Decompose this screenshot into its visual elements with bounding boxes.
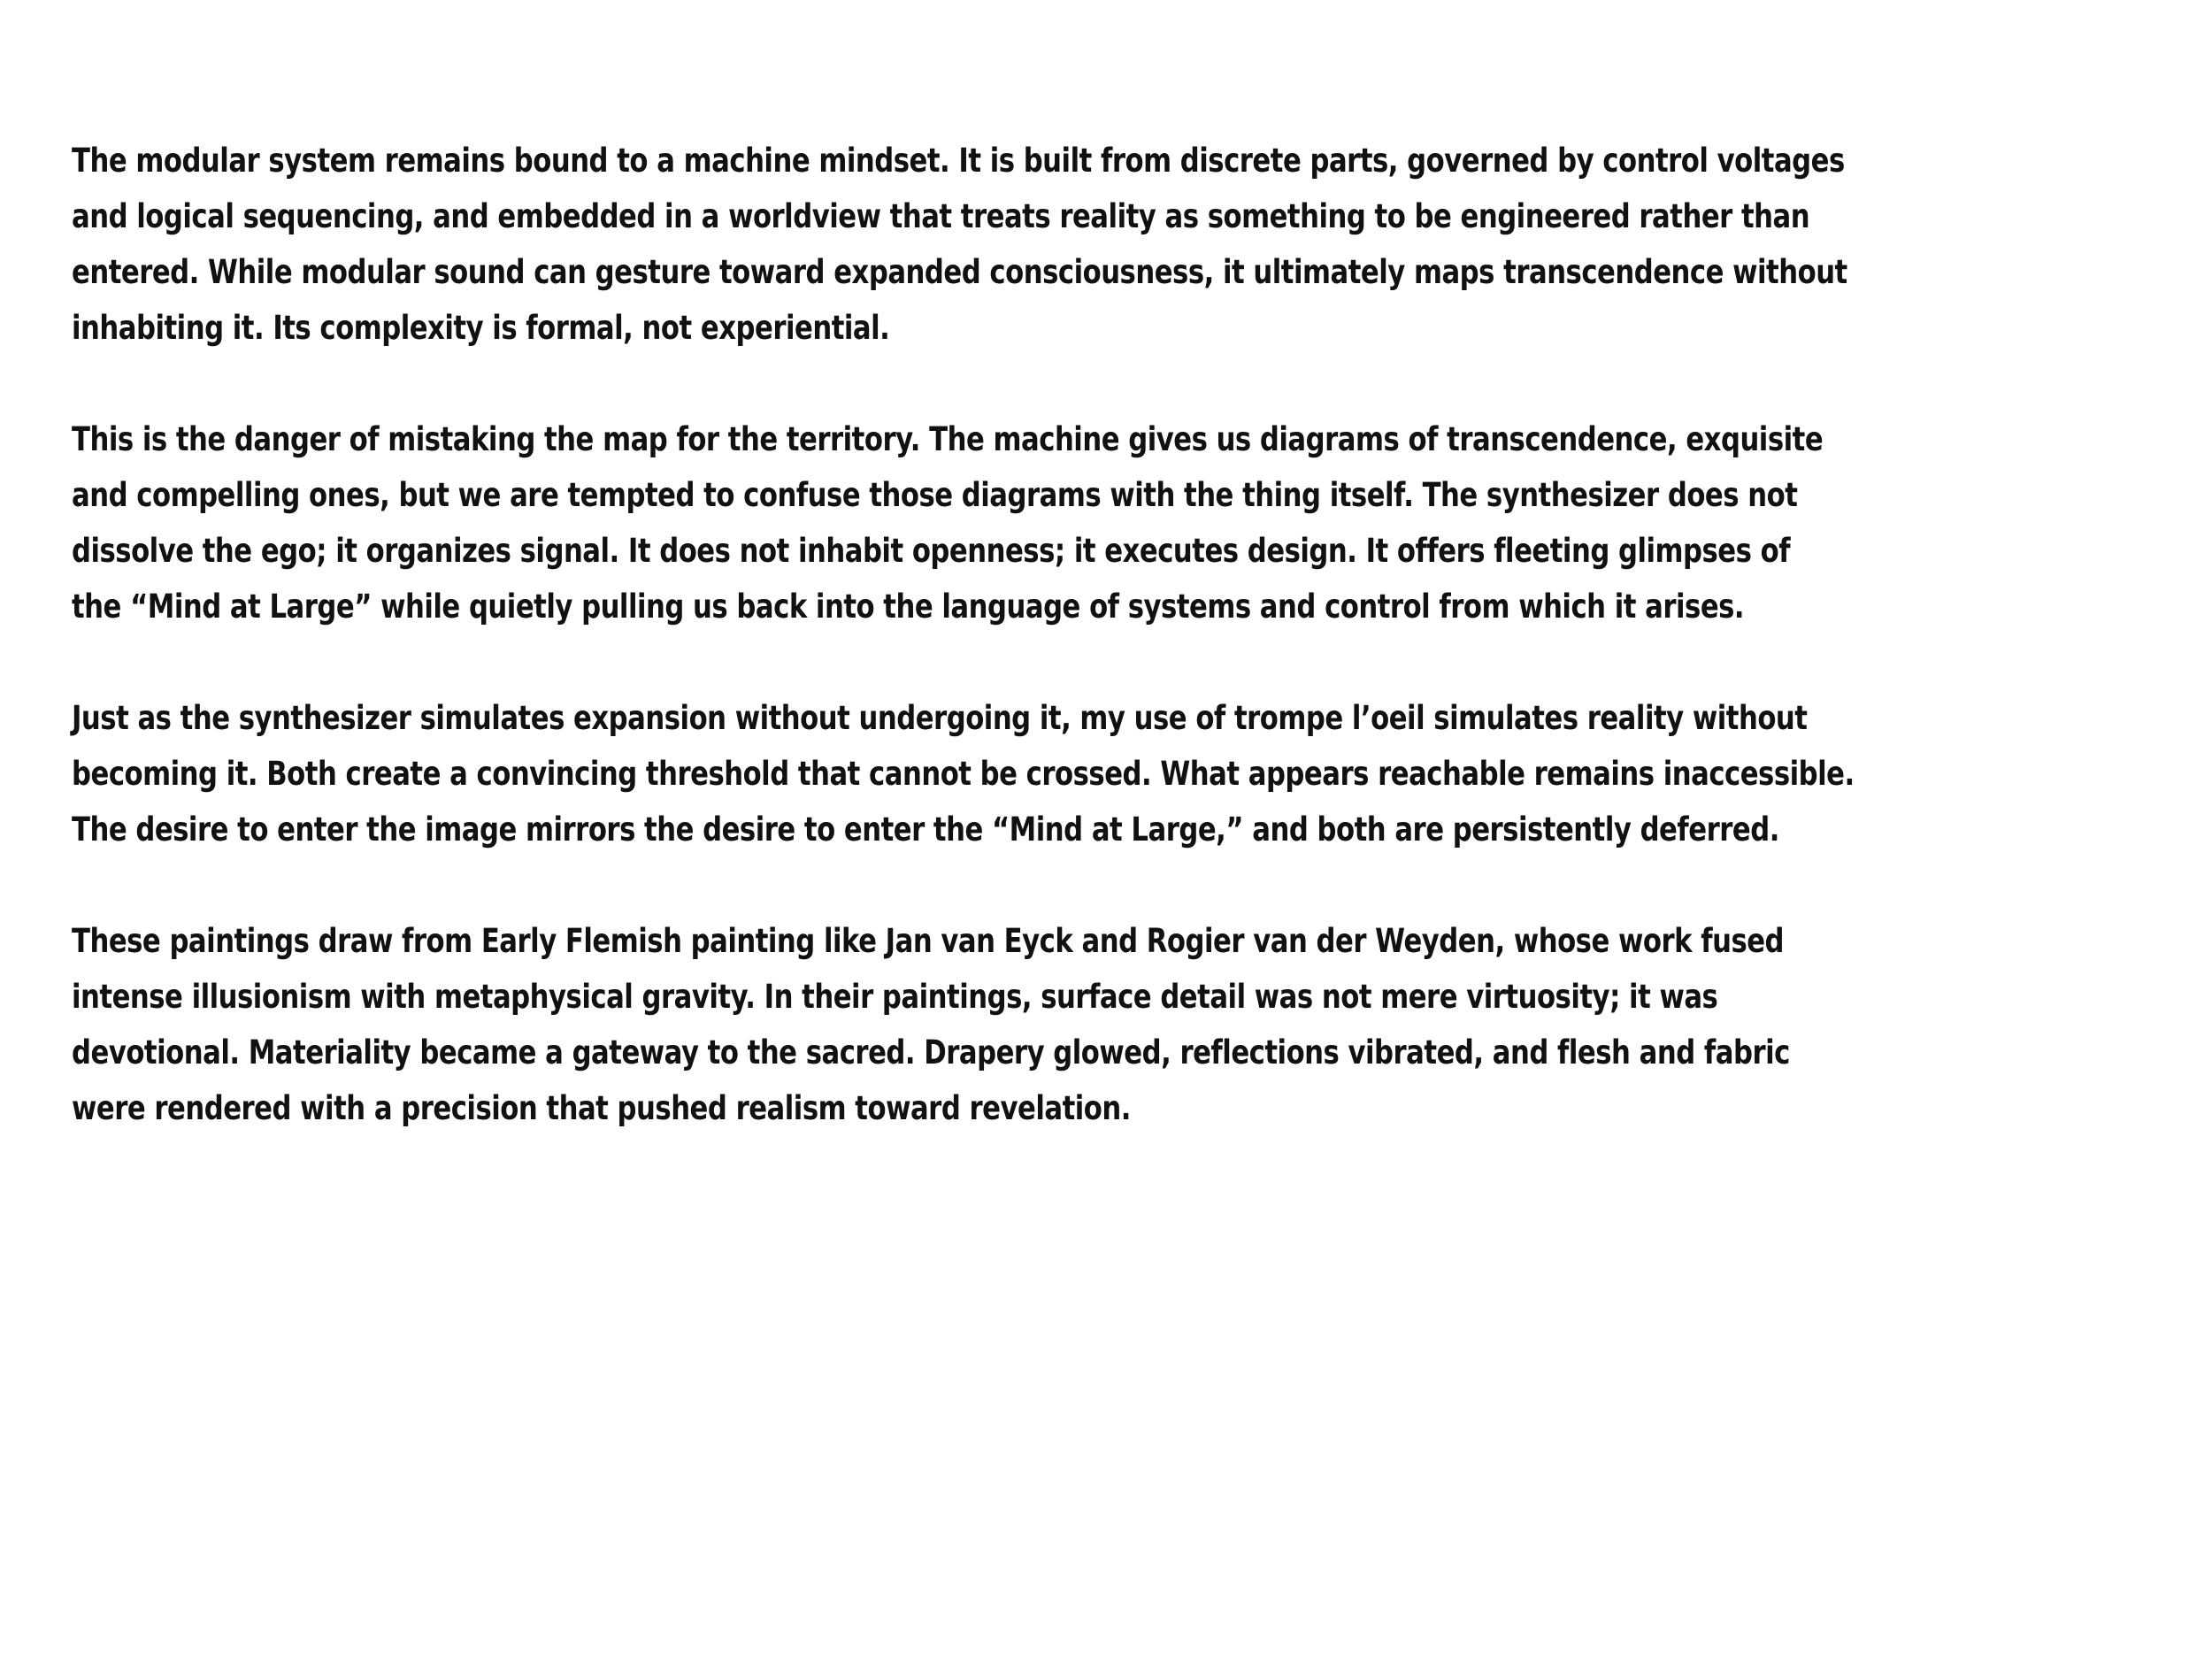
paragraph-map-territory: [72, 411, 2160, 634]
body-text: [72, 133, 2160, 1136]
text-line: This is the danger of mistaking the map for the territory. The machine gives us diagrams of transcendence, exquisite: [72, 420, 1824, 458]
text-line: intense illusionism with metaphysical gravity. In their paintings, surface detail was not mere virtuosity; it was: [72, 978, 1718, 1016]
text-line: The modular system remains bound to a machine mindset. It is built from discrete parts, governed by control voltages: [72, 142, 1845, 180]
paragraph-modular-system: [72, 133, 2160, 356]
text-line: becoming it. Both create a convincing threshold that cannot be crossed. What appears reachable remains inaccessible.: [72, 755, 1855, 793]
text-line: Just as the synthesizer simulates expansion without undergoing it, my use of trompe l’oeil simulates reality without: [72, 699, 1808, 737]
text-line: dissolve the ego; it organizes signal. It does not inhabit openness; it executes design. It offers fleeting glimpses of: [72, 532, 1791, 570]
text-line: inhabiting it. Its complexity is formal, not experiential.: [72, 309, 890, 347]
paragraph-trompe-loeil: [72, 690, 2160, 857]
text-line: devotional. Materiality became a gateway to the sacred. Drapery glowed, reflections vibrated, and flesh and fabric: [72, 1033, 1790, 1071]
text-line: were rendered with a precision that pushed realism toward revelation.: [72, 1089, 1131, 1127]
text-line: entered. While modular sound can gesture toward expanded consciousness, it ultimately maps transcendence without: [72, 253, 1847, 291]
text-line: the “Mind at Large” while quietly pulling us back into the language of systems and control from which it arises.: [72, 588, 1745, 626]
paragraph-flemish-painting: [72, 913, 2160, 1136]
text-line: These paintings draw from Early Flemish painting like Jan van Eyck and Rogier van der Weyden, whose work fused: [72, 922, 1785, 960]
text-line: and logical sequencing, and embedded in a worldview that treats reality as something to be engineered rather than: [72, 197, 1810, 235]
text-line: The desire to enter the image mirrors the desire to enter the “Mind at Large,” and both are persistently deferred.: [72, 810, 1779, 849]
text-line: and compelling ones, but we are tempted to confuse those diagrams with the thing itself. The synthesizer does not: [72, 476, 1798, 514]
